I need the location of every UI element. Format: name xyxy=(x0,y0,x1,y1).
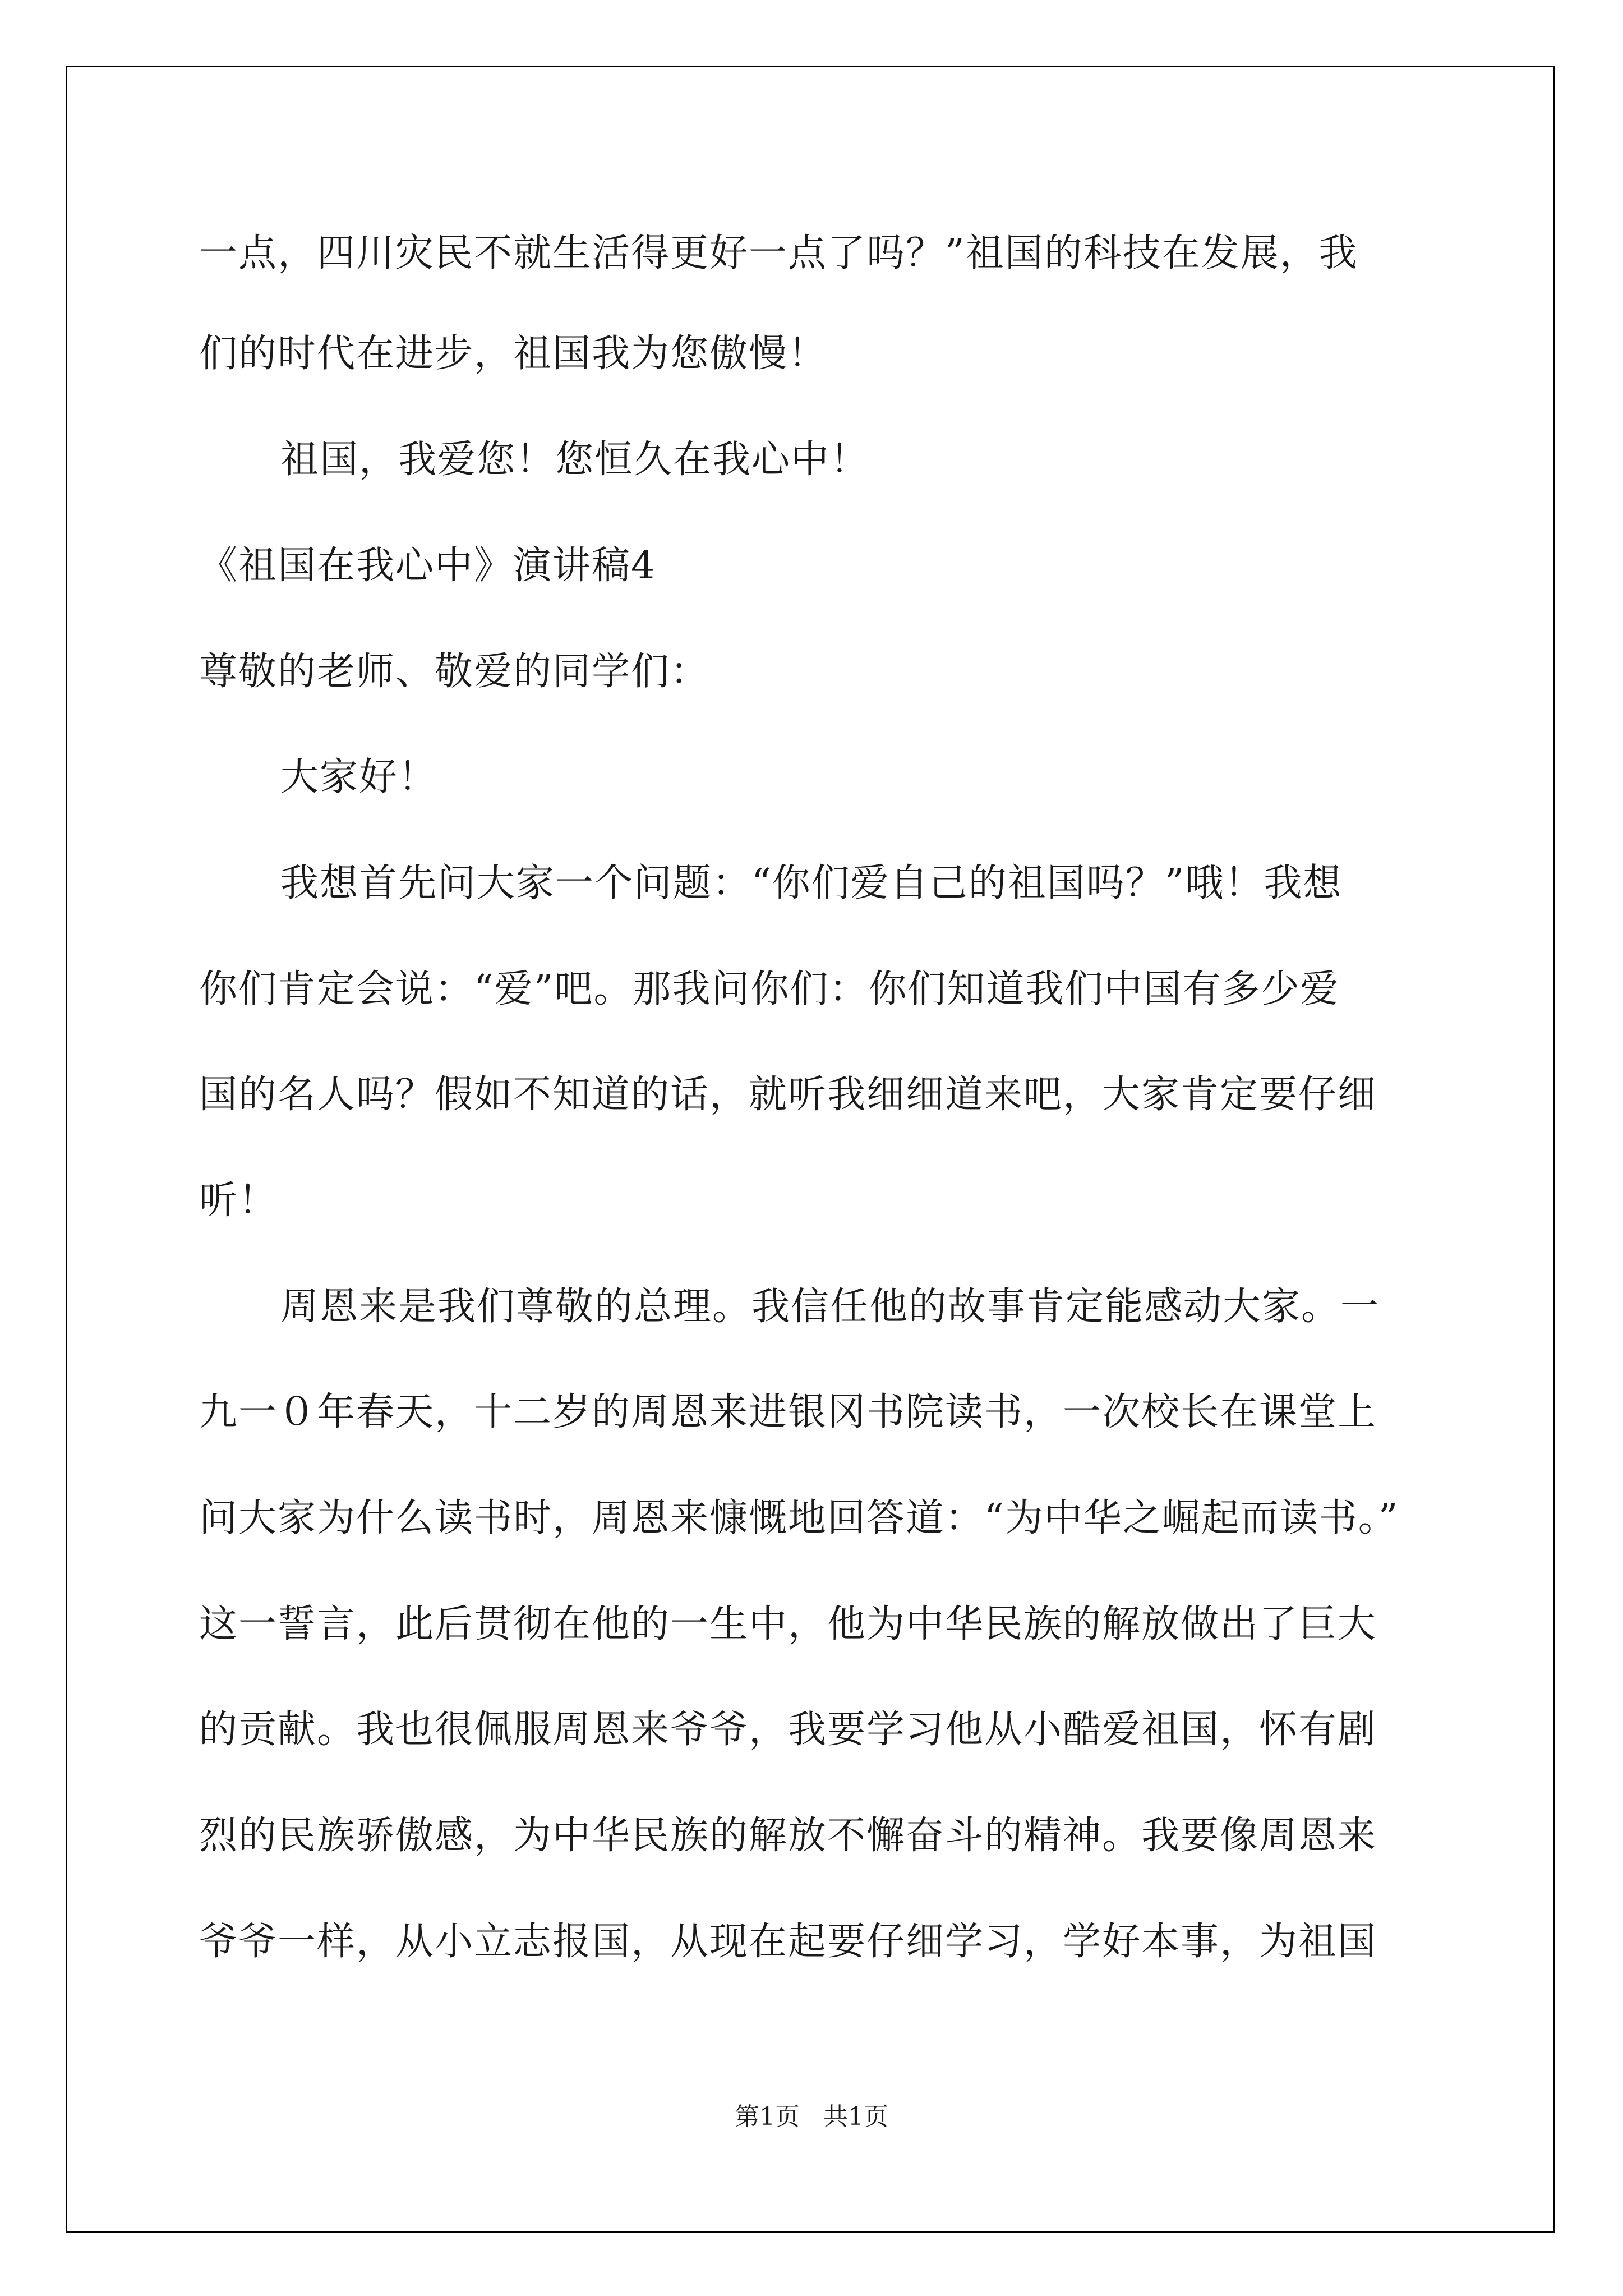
salutation: 尊敬的老师、敬爱的同学们： xyxy=(199,650,710,694)
page-footer: 第1页 共1页 xyxy=(735,2102,888,2131)
text-line: 的贡献。我也很佩服周恩来爷爷，我要学习他从小酷爱祖国，怀有剧 xyxy=(199,1708,1377,1752)
text-line: 听！ xyxy=(199,1179,278,1223)
text-line: 大家好！ xyxy=(280,755,438,799)
text-line: 爷爷一样，从小立志报国，从现在起要仔细学习，学好本事，为祖国 xyxy=(199,1920,1377,1964)
page-border xyxy=(66,66,1555,2233)
text-line: 问大家为什么读书时，周恩来慷慨地回答道：“为中华之崛起而读书。” xyxy=(199,1496,1399,1540)
section-heading: 《祖国在我心中》演讲稿4 xyxy=(199,544,657,588)
text-line: 一点，四川灾民不就生活得更好一点了吗？”祖国的科技在发展，我 xyxy=(199,231,1358,275)
text-line: 你们肯定会说：“爱”吧。那我问你们：你们知道我们中国有多少爱 xyxy=(199,967,1340,1011)
text-line: 祖国，我爱您！您恒久在我心中！ xyxy=(280,438,870,482)
text-line: 烈的民族骄傲感，为中华民族的解放不懈奋斗的精神。我要像周恩来 xyxy=(199,1814,1377,1858)
text-line: 我想首先问大家一个问题：“你们爱自己的祖国吗？”哦！我想 xyxy=(280,861,1343,905)
text-line: 九一０年春天，十二岁的周恩来进银冈书院读书，一次校长在课堂上 xyxy=(199,1390,1377,1434)
text-line: 这一誓言，此后贯彻在他的一生中，他为中华民族的解放做出了巨大 xyxy=(199,1602,1377,1646)
text-line: 周恩来是我们尊敬的总理。我信任他的故事肯定能感动大家。一 xyxy=(280,1285,1380,1329)
text-line: 们的时代在进步，祖国我为您傲慢！ xyxy=(199,332,828,376)
text-line: 国的名人吗？假如不知道的话，就听我细细道来吧，大家肯定要仔细 xyxy=(199,1073,1377,1117)
